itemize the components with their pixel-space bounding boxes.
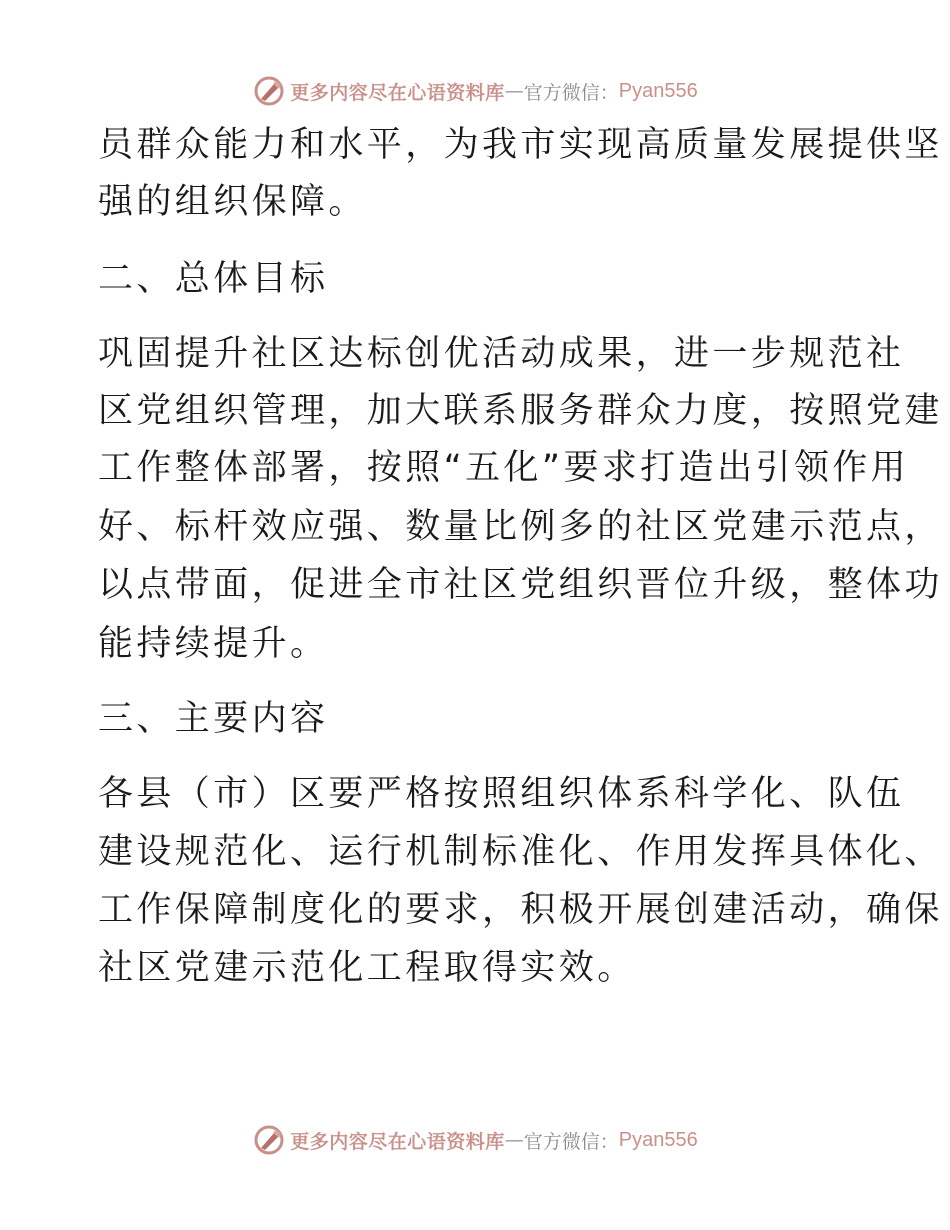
text-line: 员群众能力和水平，为我市实现高质量发展提供坚 [98, 125, 943, 165]
text-line: 好、标杆效应强、数量比例多的社区党建示范点， [98, 507, 943, 547]
pen-nib-circle-icon [252, 74, 286, 108]
text-line: 工作保障制度化的要求，积极开展创建活动，确保 [98, 890, 943, 930]
text-line: 建设规范化、运行机制标准化、作用发挥具体化、 [98, 832, 943, 872]
watermark-text: 更多内容尽在心语资料库 [290, 1130, 505, 1153]
section-heading: 二、总体目标 [98, 259, 329, 299]
pen-nib-circle-icon [252, 1123, 286, 1157]
text-line: 工作整体部署，按照“五化”要求打造出引领作用 [98, 448, 910, 488]
text-line: 区党组织管理，加大联系服务群众力度，按照党建 [98, 391, 943, 431]
watermark-separator: — [504, 80, 524, 102]
text-line: 以点带面，促进全市社区党组织晋位升级，整体功 [98, 565, 943, 605]
section-heading: 三、主要内容 [98, 699, 329, 739]
text-line: 能持续提升。 [98, 624, 329, 664]
watermark-text: 更多内容尽在心语资料库 [290, 81, 505, 104]
watermark-label: 官方微信： [523, 81, 619, 104]
text-line: 各县（市）区要严格按照组织体系科学化、队伍 [98, 774, 905, 814]
text-line: 社区党建示范化工程取得实效。 [98, 948, 636, 988]
footer-watermark [0, 1120, 950, 1160]
watermark-wechat-id: Pyan556 [618, 79, 698, 102]
text-line: 强的组织保障。 [98, 182, 367, 222]
watermark-separator: — [504, 1129, 524, 1151]
text-line: 巩固提升社区达标创优活动成果，进一步规范社 [98, 334, 905, 374]
watermark-label: 官方微信： [523, 1130, 619, 1153]
watermark-wechat-id: Pyan556 [618, 1128, 698, 1151]
header-watermark [0, 71, 950, 111]
